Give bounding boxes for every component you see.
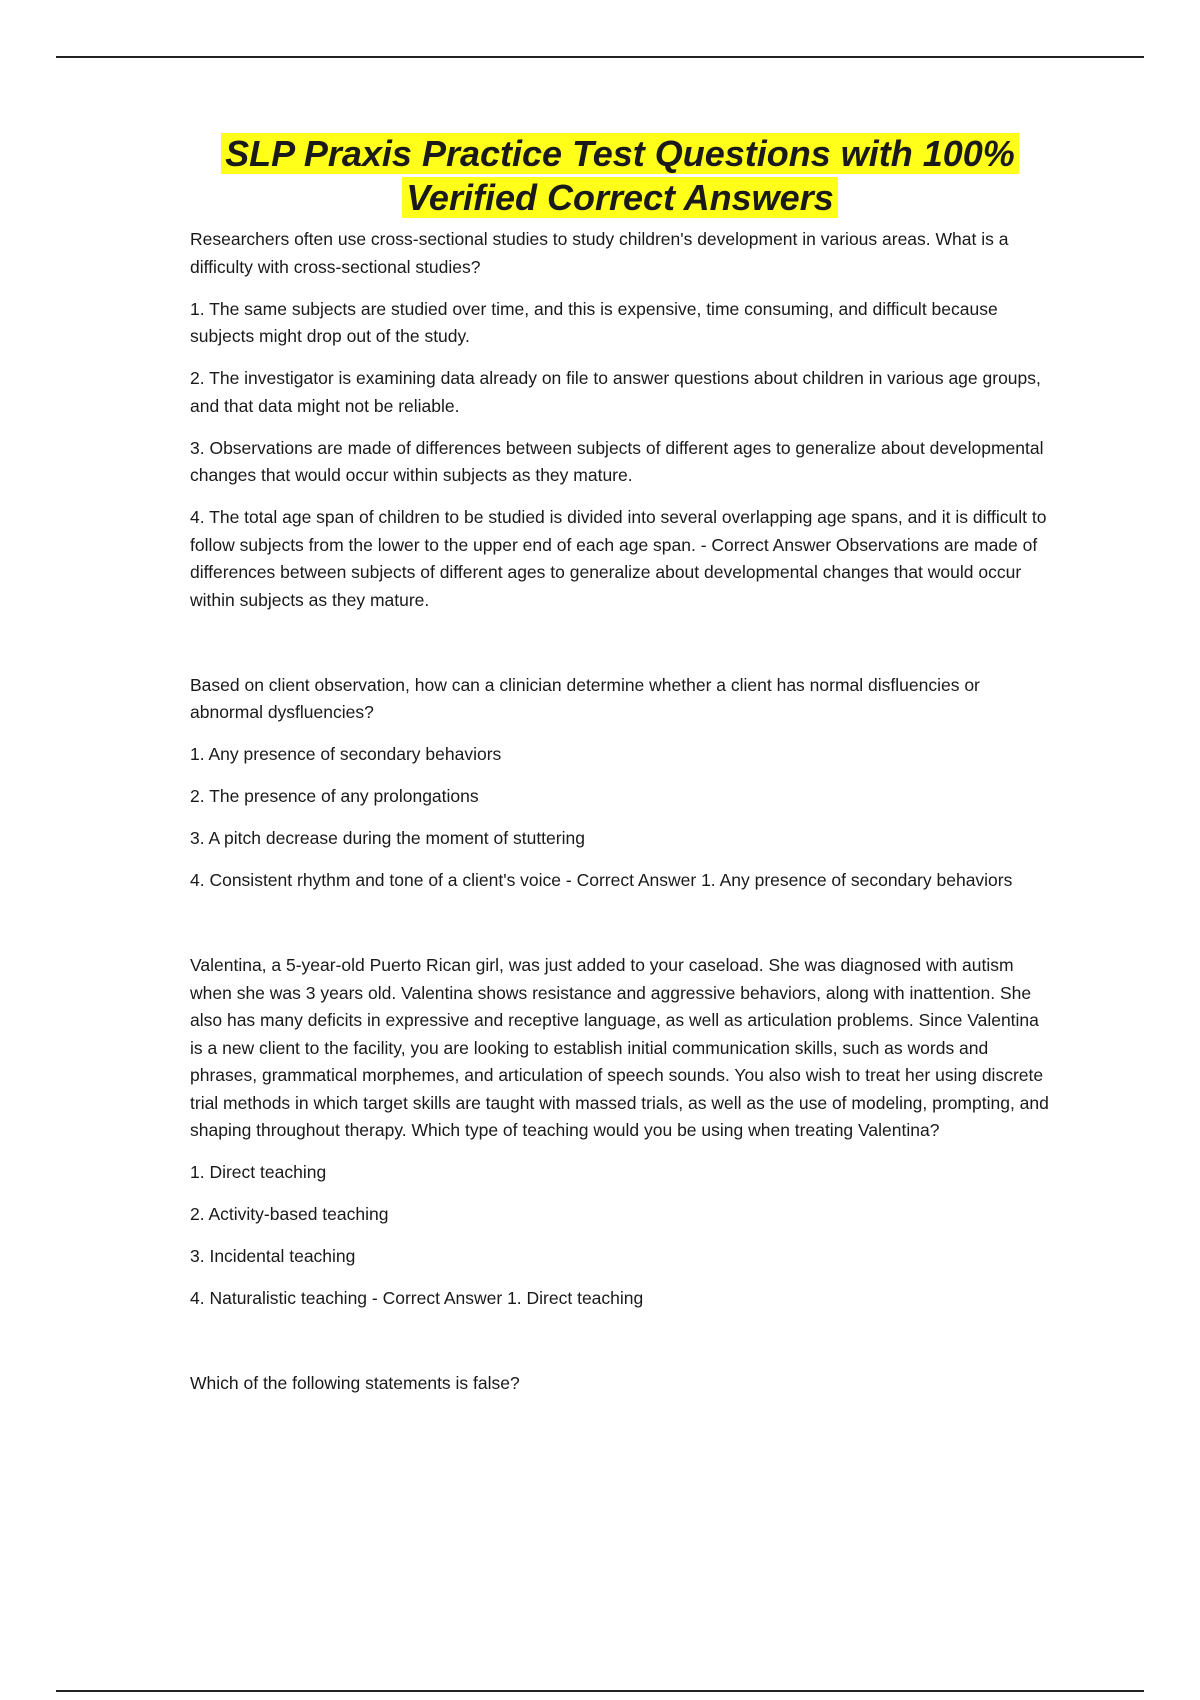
title-line-2: Verified Correct Answers [402, 177, 837, 218]
question-2-option-2: 2. The presence of any prolongations [190, 786, 479, 806]
question-1-option-1: 1. The same subjects are studied over time, and this is expensive, time consuming, and difficult because subjects might drop out of the study. [190, 298, 998, 346]
question-2-option-1: 1. Any presence of secondary behaviors [190, 744, 502, 764]
question-spacer [190, 629, 1050, 672]
top-rule [56, 56, 1144, 58]
question-3-option-3: 3. Incidental teaching [190, 1246, 356, 1266]
question-3-option-4-answer: 4. Naturalistic teaching - Correct Answer 1. Direct teaching [190, 1288, 644, 1308]
question-spacer [190, 1327, 1050, 1370]
question-1-option-2: 2. The investigator is examining data already on file to answer questions about children in various age groups, and that data might not be reliable. [190, 368, 1041, 416]
question-1-option-4-answer: 4. The total age span of children to be studied is divided into several overlapping age spans, and it is difficult to follow subjects from the lower to the upper end of each age span. - Correct Answer Observations are made of differences between subjects of different ages to generalize about developmental changes that would occur within subjects as they mature. [190, 507, 1047, 610]
question-3-option-2: 2. Activity-based teaching [190, 1204, 389, 1224]
question-3-prompt: Valentina, a 5-year-old Puerto Rican girl, was just added to your caseload. She was diagnosed with autism when she was 3 years old. Valentina shows resistance and aggressive behaviors, along with inattention. She also has many deficits in expressive and receptive language, as well as articulation problems. Since Valentina is a new client to the facility, you are looking to establish initial communication skills, such as words and phrases, grammatical morphemes, and articulation of speech sounds. You also wish to treat her using discrete trial methods in which target skills are taught with massed trials, as well as the use of modeling, prompting, and shaping throughout therapy. Which type of teaching would you be using when treating Valentina? [190, 955, 1049, 1140]
question-2-option-4-answer: 4. Consistent rhythm and tone of a client's voice - Correct Answer 1. Any presence of secondary behaviors [190, 870, 1013, 890]
question-1-prompt: Researchers often use cross-sectional studies to study children's development in various areas. What is a difficulty with cross-sectional studies? [190, 229, 1009, 277]
bottom-rule [56, 1690, 1144, 1692]
title-line-1: SLP Praxis Practice Test Questions with 100% [221, 133, 1019, 174]
question-1-option-3: 3. Observations are made of differences between subjects of different ages to generalize about developmental changes that would occur within subjects as they mature. [190, 437, 1044, 485]
question-2-option-3: 3. A pitch decrease during the moment of stuttering [190, 828, 585, 848]
question-3-option-1: 1. Direct teaching [190, 1162, 327, 1182]
document-title [174, 132, 1066, 220]
question-4-prompt: Which of the following statements is false? [190, 1373, 520, 1393]
question-2-prompt: Based on client observation, how can a clinician determine whether a client has normal disfluencies or abnormal dysfluencies? [190, 674, 980, 722]
document-page [190, 132, 1050, 1412]
question-spacer [190, 909, 1050, 952]
